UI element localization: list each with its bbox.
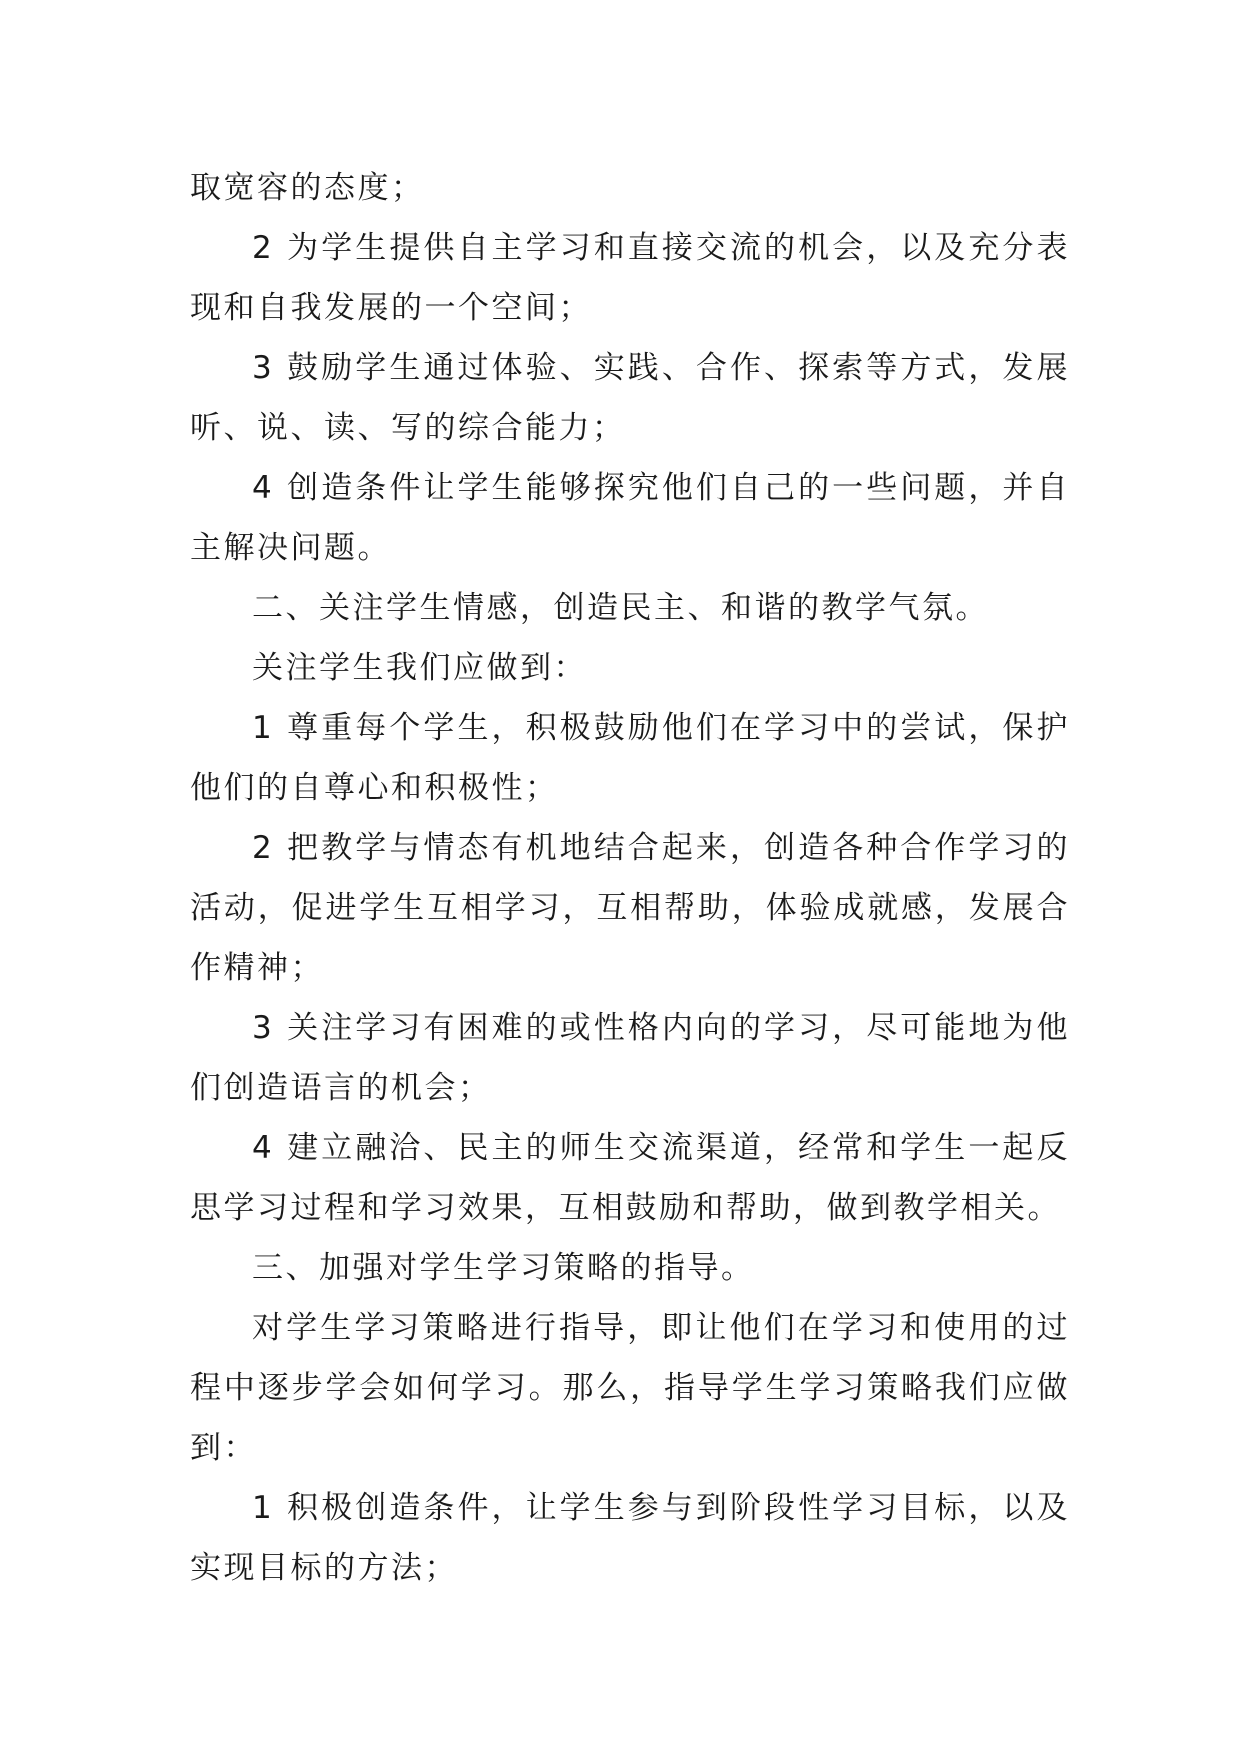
paragraph-7: 1 尊重每个学生，积极鼓励他们在学习中的尝试，保护他们的自尊心和积极性；	[190, 710, 1070, 806]
paragraph-3: 3 鼓励学生通过体验、实践、合作、探索等方式，发展听、说、读、写的综合能力；	[190, 350, 1070, 446]
document-body	[190, 158, 1070, 1598]
paragraph-4: 4 创造条件让学生能够探究他们自己的一些问题，并自主解决问题。	[190, 470, 1070, 566]
paragraph-1: 取宽容的态度；	[190, 170, 425, 206]
paragraph-2: 2 为学生提供自主学习和直接交流的机会，以及充分表现和自我发展的一个空间；	[190, 230, 1070, 326]
paragraph-9: 3 关注学习有困难的或性格内向的学习，尽可能地为他们创造语言的机会；	[190, 1010, 1070, 1106]
paragraph-13: 1 积极创造条件，让学生参与到阶段性学习目标，以及实现目标的方法；	[190, 1490, 1070, 1586]
paragraph-12: 对学生学习策略进行指导，即让他们在学习和使用的过程中逐步学会如何学习。那么，指导学生学习策略我们应做到：	[190, 1310, 1070, 1466]
paragraph-10: 4 建立融洽、民主的师生交流渠道，经常和学生一起反思学习过程和学习效果，互相鼓励和帮助，做到教学相关。	[190, 1130, 1070, 1226]
section-heading-3: 三、加强对学生学习策略的指导。	[252, 1250, 755, 1286]
paragraph-8: 2 把教学与情态有机地结合起来，创造各种合作学习的活动，促进学生互相学习，互相帮助，体验成就感，发展合作精神；	[190, 830, 1070, 986]
paragraph-6: 关注学生我们应做到：	[252, 650, 587, 686]
section-heading-2: 二、关注学生情感，创造民主、和谐的教学气氛。	[252, 590, 989, 626]
